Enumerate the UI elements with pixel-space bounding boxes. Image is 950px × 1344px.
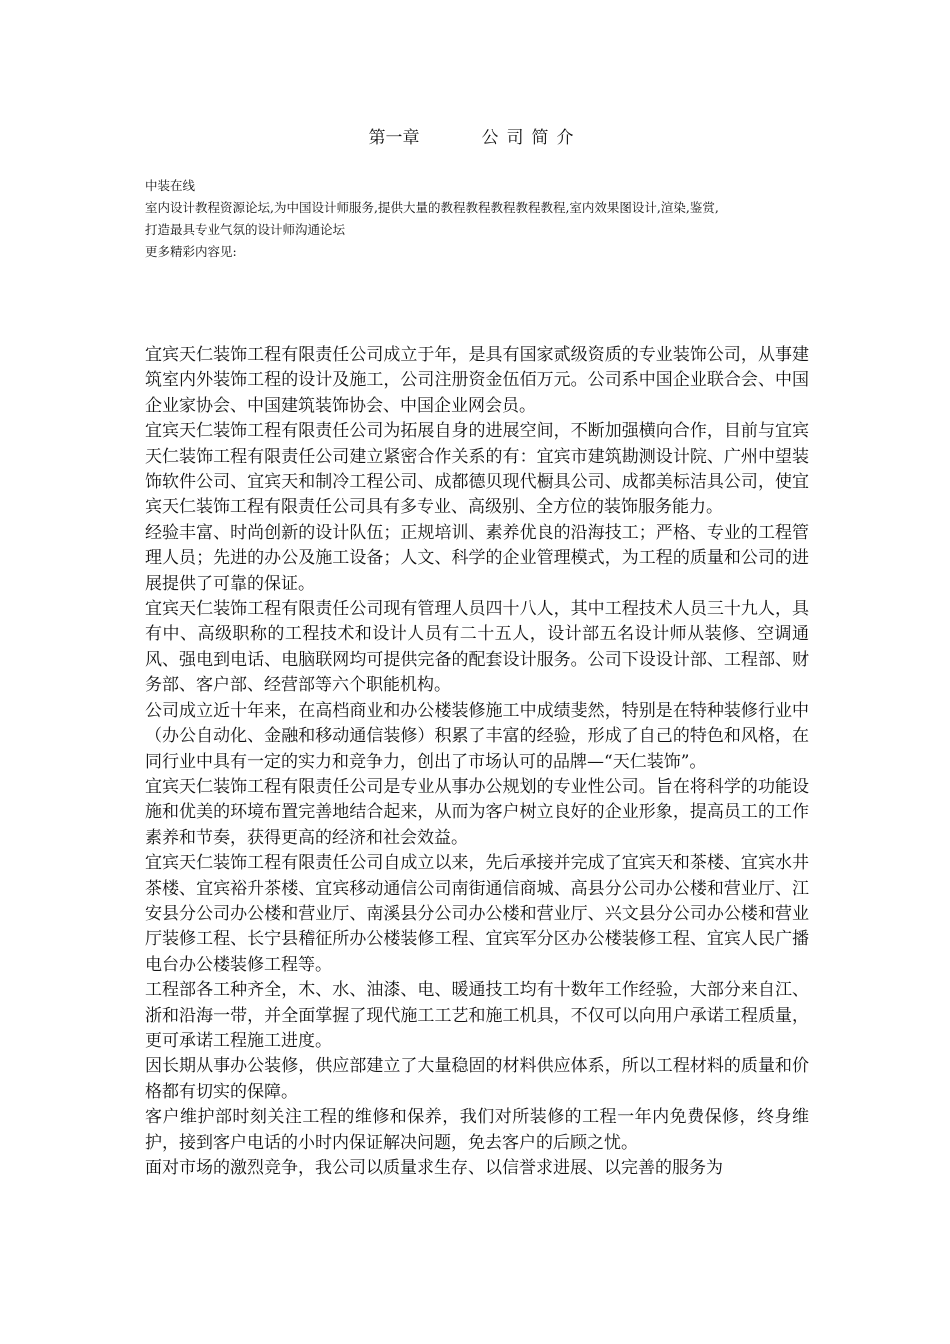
page-title: [0, 126, 950, 150]
paragraph: 因长期从事办公装修，供应部建立了大量稳固的材料供应体系，所以工程材料的质量和价格都有切实的保障。: [145, 1056, 809, 1102]
chapter-label: 第一章: [368, 128, 420, 148]
chapter-heading: 公司简介: [481, 128, 582, 148]
paragraph: 宜宾天仁装饰工程有限责任公司是专业从事办公规划的专业性公司。旨在将科学的功能设施和优美的环境布置完善地结合起来，从而为客户树立良好的企业形象，提高员工的工作素养和节奏，获得更高的经济和社会效益。: [145, 776, 809, 848]
paragraph: 经验丰富、时尚创新的设计队伍；正规培训、素养优良的沿海技工；严格、专业的工程管理人员；先进的办公及施工设备；人文、科学的企业管理模式，为工程的质量和公司的进展提供了可靠的保证。: [145, 522, 809, 594]
body-text: [145, 343, 809, 1181]
paragraph: 面对市场的激烈竞争，我公司以质量求生存、以信誉求进展、以完善的服务为: [145, 1158, 723, 1178]
paragraph: 客户维护部时刻关注工程的维修和保养，我们对所装修的工程一年内免费保修，终身维护，接到客户电话的小时内保证解决问题，免去客户的后顾之忧。: [145, 1107, 809, 1153]
more-content-line: 更多精彩内容见:: [145, 244, 237, 259]
site-name: 中装在线: [145, 178, 196, 193]
paragraph: 工程部各工种齐全，木、水、油漆、电、暖通技工均有十数年工作经验，大部分来自江、浙和沿海一带，并全面掌握了现代施工工艺和施工机具，不仅可以向用户承诺工程质量，更可承诺工程施工进度。: [145, 980, 809, 1051]
paragraph: 公司成立近十年来，在高档商业和办公楼装修施工中成绩斐然，特别是在特种装修行业中（办公自动化、金融和移动通信装修）积累了丰富的经验，形成了自己的特色和风格，在同行业中具有一定的实力和竞争力，创出了市场认可的品牌—“天仁装饰”。: [145, 700, 809, 772]
paragraph: 宜宾天仁装饰工程有限责任公司成立于年，是具有国家贰级资质的专业装饰公司，从事建筑室内外装饰工程的设计及施工，公司注册资金伍佰万元。公司系中国企业联合会、中国企业家协会、中国建筑装饰协会、中国企业网会员。: [145, 345, 809, 416]
paragraph: 宜宾天仁装饰工程有限责任公司自成立以来，先后承接并完成了宜宾天和茶楼、宜宾水井茶楼、宜宾裕升茶楼、宜宾移动通信公司南街通信商城、高县分公司办公楼和营业厅、江安县分公司办公楼和营业厅、南溪县分公司办公楼和营业厅、兴文县分公司办公楼和营业厅装修工程、长宁县稽征所办公楼装修工程、宜宾军分区办公楼装修工程、宜宾人民广播电台办公楼装修工程等。: [145, 853, 809, 975]
paragraph: 宜宾天仁装饰工程有限责任公司为拓展自身的进展空间，不断加强横向合作，目前与宜宾天仁装饰工程有限责任公司建立紧密合作关系的有：宜宾市建筑勘测设计院、广州中望装饰软件公司、宜宾天和制冷工程公司、成都德贝现代橱具公司、成都美标洁具公司，使宜宾天仁装饰工程有限责任公司具有多专业、高级别、全方位的装饰服务能力。: [145, 421, 809, 518]
site-header-block: [145, 175, 815, 263]
paragraph: 宜宾天仁装饰工程有限责任公司现有管理人员四十八人，其中工程技术人员三十九人，具有中、高级职称的工程技术和设计人员有二十五人，设计部五名设计师从装修、空调通风、强电到电话、电脑联网均可提供完备的配套设计服务。公司下设设计部、工程部、财务部、客户部、经营部等六个职能机构。: [145, 599, 809, 696]
site-description: 室内设计教程资源论坛,为中国设计师服务,提供大量的教程教程教程教程教程,室内效果图设计,渲染,鉴赏,: [145, 200, 719, 215]
site-tagline: 打造最具专业气氛的设计师沟通论坛: [145, 222, 346, 237]
